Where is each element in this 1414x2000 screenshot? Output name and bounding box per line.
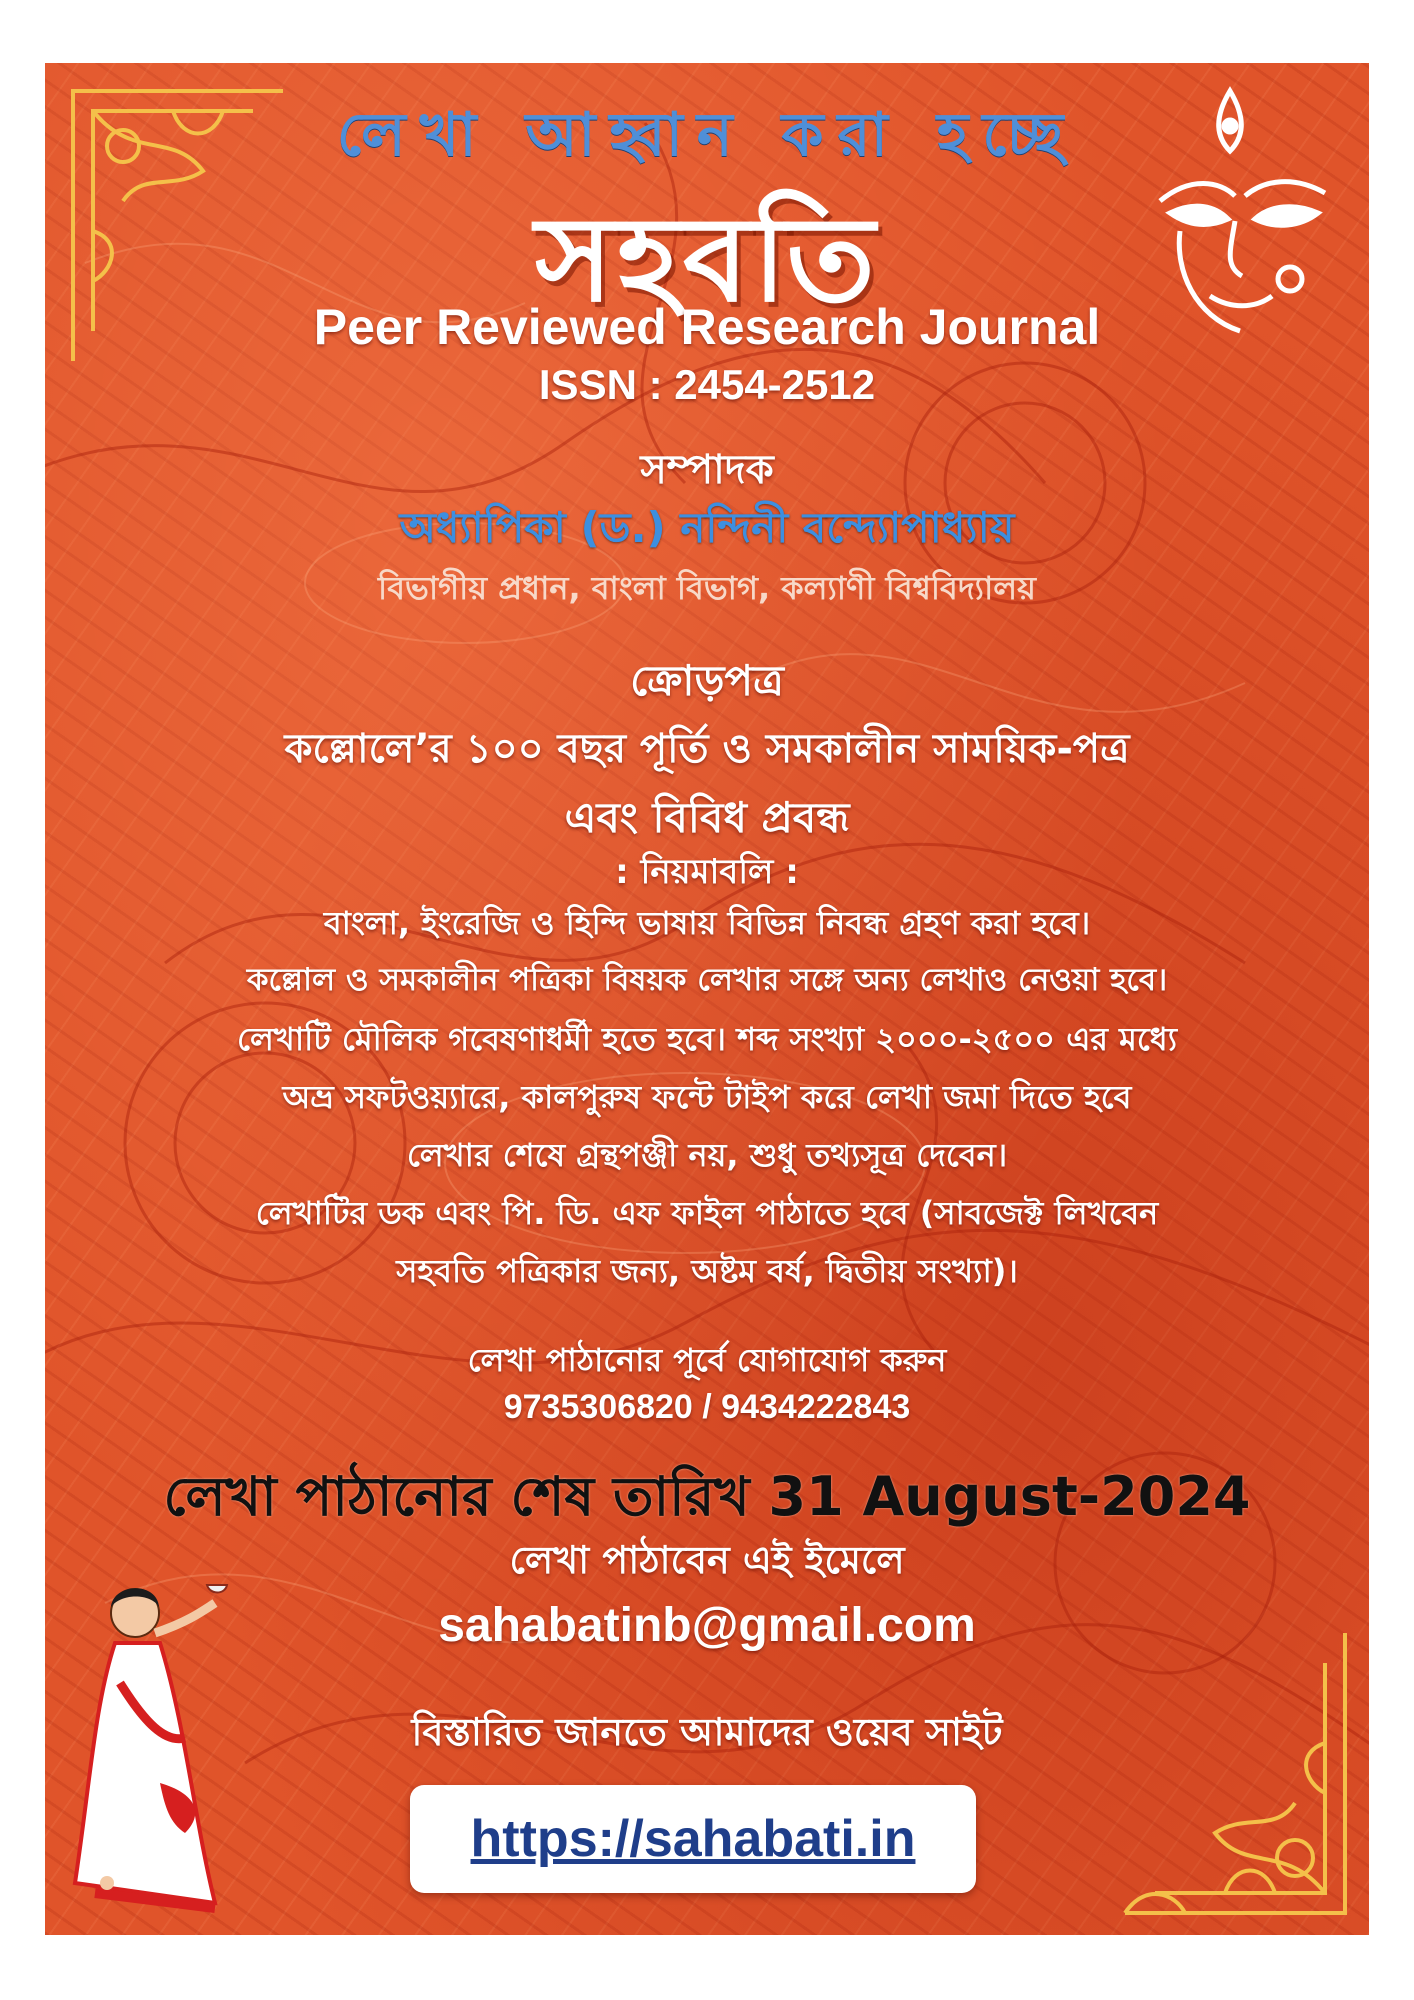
editor-position: বিভাগীয় প্রধান, বাংলা বিভাগ, কল্যাণী বিশ্ববিদ্যালয় [378,569,1036,607]
rule-item: অভ্র সফটওয়্যারে, কালপুরুষ ফন্টে টাইপ করে লেখা জমা দিতে হবে [282,1078,1132,1116]
rule-item: লেখার শেষে গ্রন্থপঞ্জী নয়, শুধু তথ্যসূত্র দেবেন। [406,1136,1008,1174]
website-label: বিস্তারিত জানতে আমাদের ওয়েব সাইট [411,1710,1003,1754]
poster [45,63,1369,1935]
supplement-title: কল্লোলে’র ১০০ বছর পূর্তি ও সমকালীন সাময়িক-পত্র [284,726,1130,772]
rules-heading: : নিয়মাবলি : [615,852,799,892]
email-label: লেখা পাঠাবেন এই ইমেলে [509,1538,905,1582]
website-url-link[interactable]: https://sahabati.in [470,1810,916,1868]
website-url-box [410,1785,976,1893]
rule-item: কল্লোল ও সমকালীন পত্রিকা বিষয়ক লেখার সঙ্গে অন্য লেখাও নেওয়া হবে। [246,962,1168,998]
contact-phones: 9735306820 / 9434222843 [503,1388,911,1426]
submission-deadline: লেখা পাঠানোর শেষ তারিখ 31 August-2024 [163,1465,1251,1528]
editor-name: অধ্যাপিকা (ড.) নন্দিনী বন্দ্যোপাধ্যায় [399,503,1015,552]
rule-item: সহবতি পত্রিকার জন্য, অষ্টম বর্ষ, দ্বিতীয় সংখ্যা)। [396,1252,1018,1290]
rule-item: বাংলা, ইংরেজি ও হিন্দি ভাষায় বিভিন্ন নিবন্ধ গ্রহণ করা হবে। [323,904,1091,942]
supplement-label: ক্রোড়পত্র [630,656,784,705]
call-for-papers-heading: লেখা আহ্বান করা হচ্ছে [336,100,1078,170]
journal-title: সহবতি [535,190,879,328]
contact-label: লেখা পাঠানোর পূর্বে যোগাযোগ করুন [467,1341,947,1379]
rule-item: লেখাটির ডক এবং পি. ডি. এফ ফাইল পাঠাতে হবে (সাবজেক্ট লিখবেন [255,1194,1159,1232]
issn-number: ISSN : 2454-2512 [538,361,876,408]
editor-label: সম্পাদক [640,447,774,493]
rule-item: লেখাটি মৌলিক গবেষণাধর্মী হতে হবে। শব্দ সংখ্যা ২০০০-২৫০০ এর মধ্যে [236,1020,1177,1058]
supplement-subtitle: এবং বিবিধ প্রবন্ধ [564,793,850,842]
journal-subtitle: Peer Reviewed Research Journal [313,299,1101,355]
submission-email-link[interactable]: sahabatinb@gmail.com [438,1599,976,1652]
gold-corner-ornament-icon [1105,1623,1365,1931]
